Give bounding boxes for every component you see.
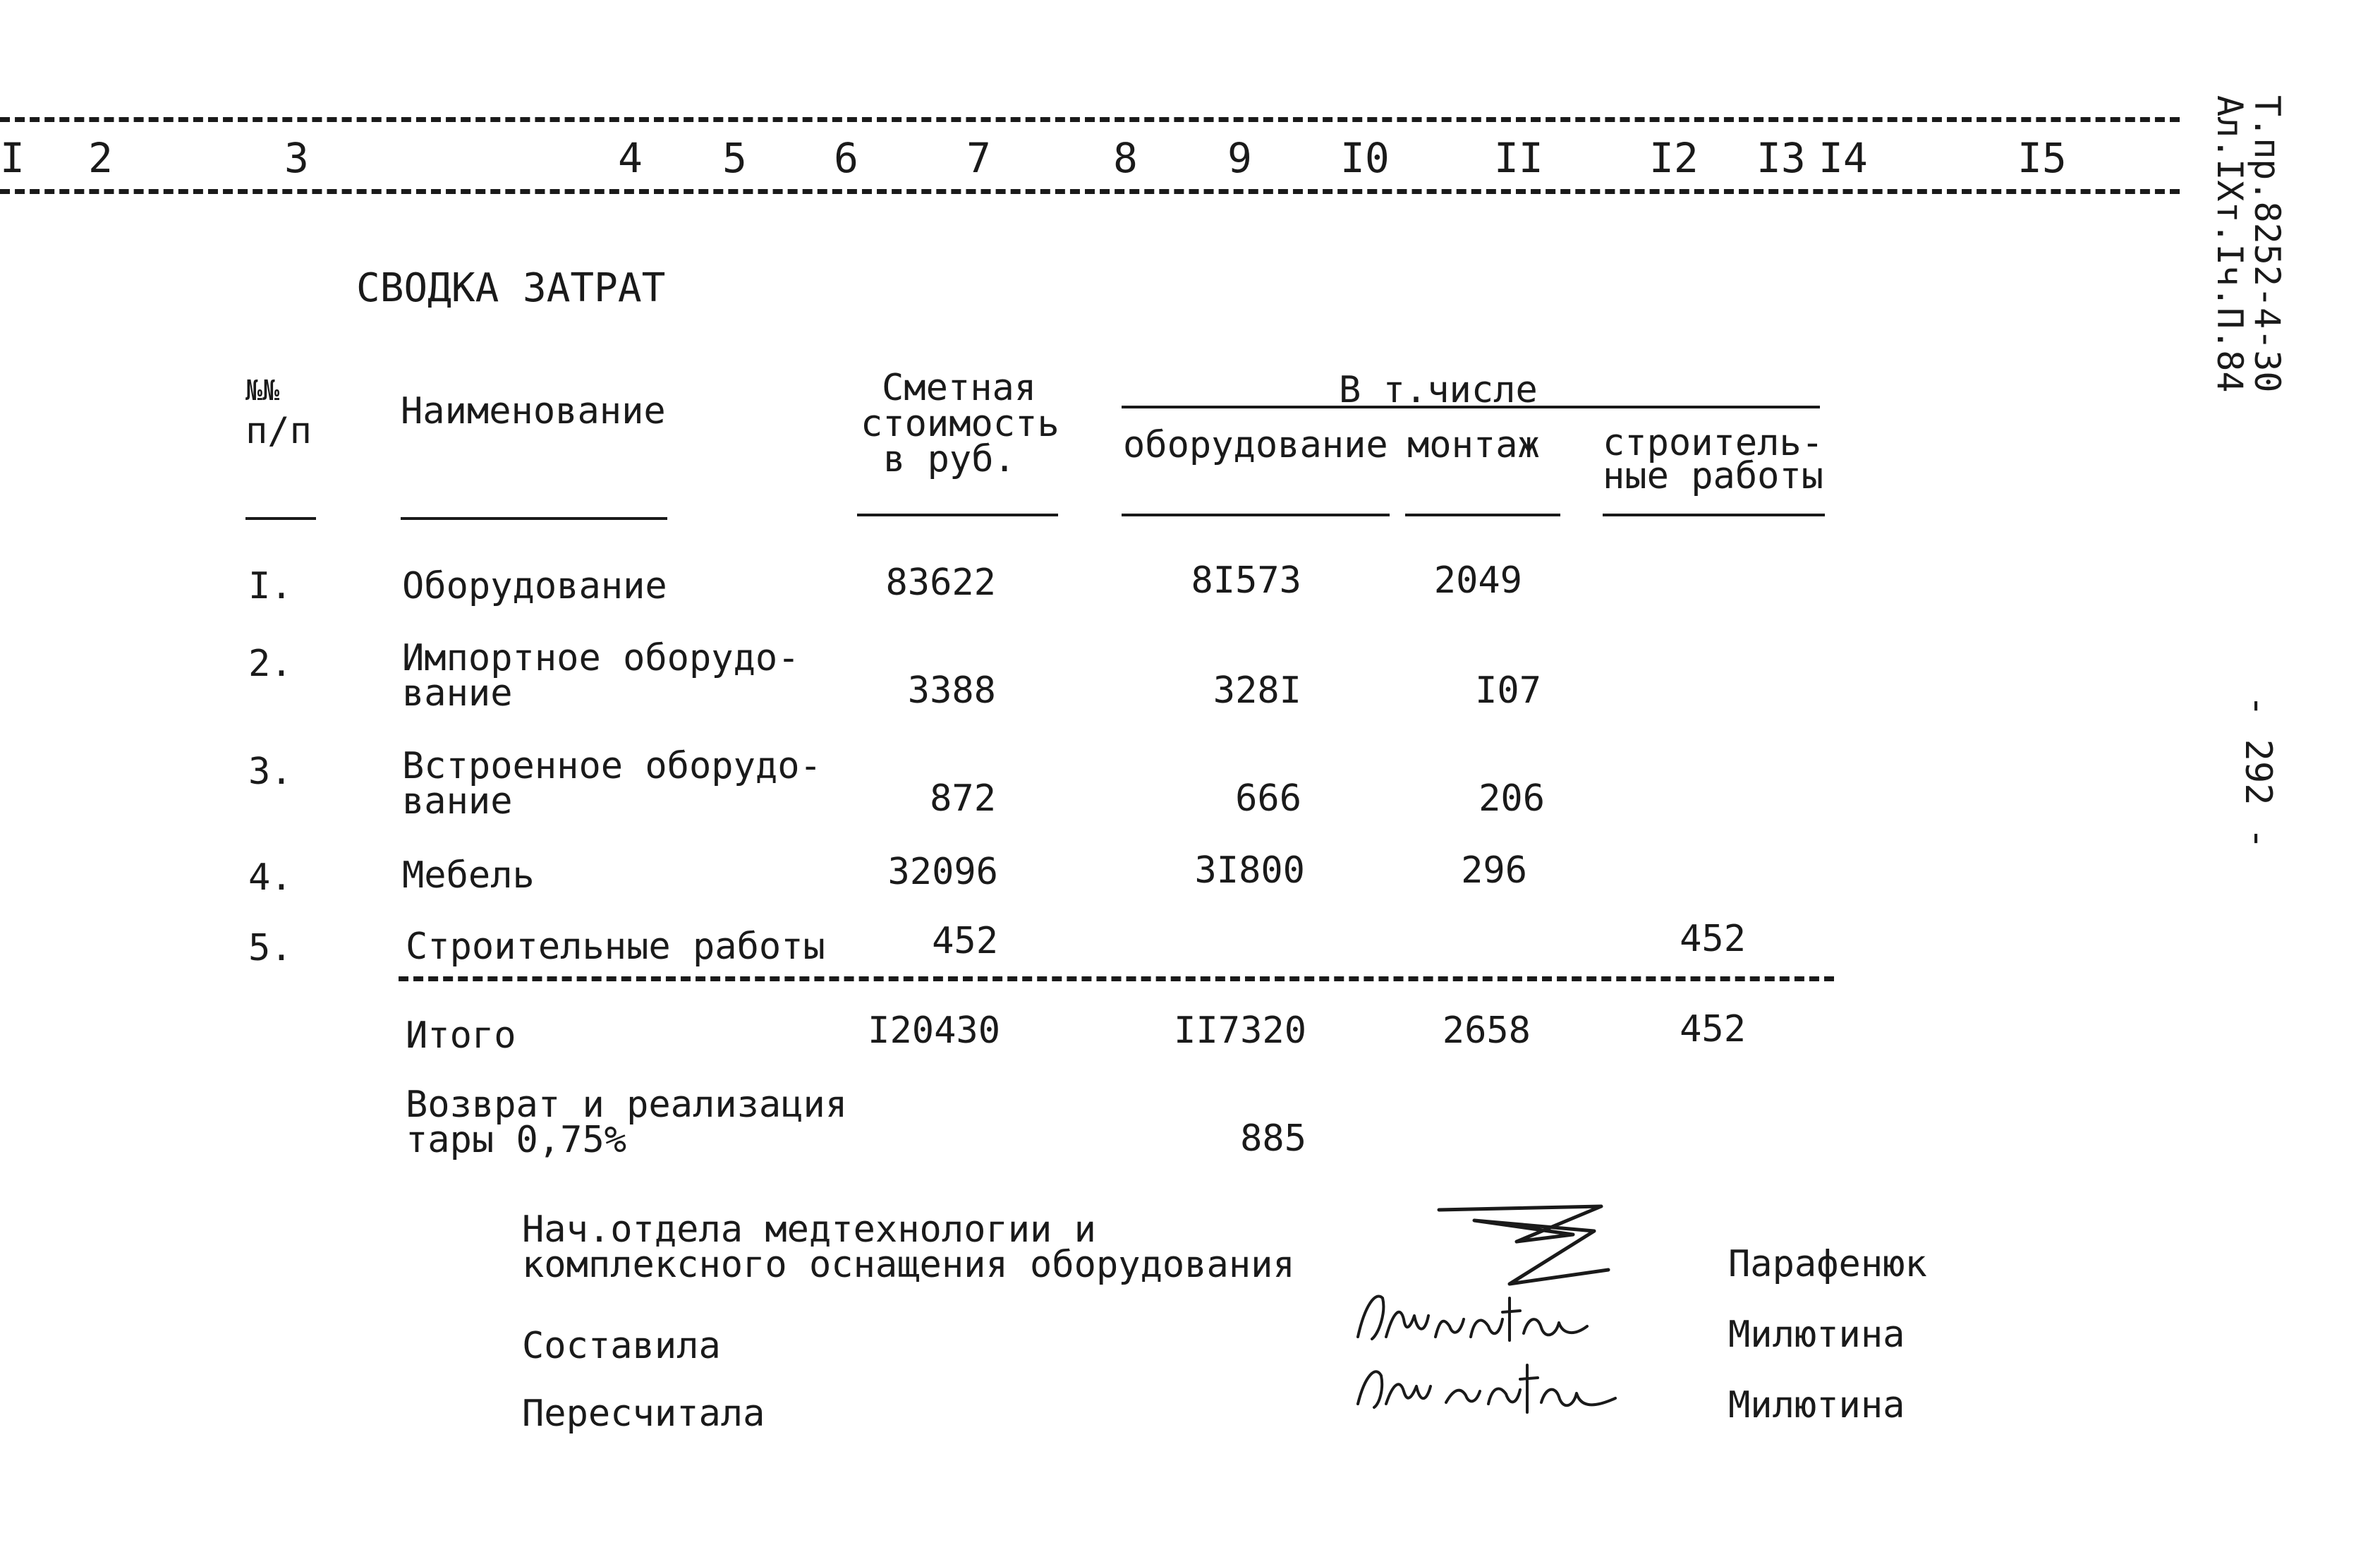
total-installation: 2658 [1442,1010,1531,1052]
row-num: 2. [248,643,293,685]
total-equipment: II7320 [1174,1010,1306,1052]
handwritten-signature-2 [1344,1277,1605,1354]
side-stamp-line2: Ал.IXт.Iч.П.84 [2209,95,2251,393]
return-equipment: 885 [1240,1117,1306,1160]
total-cost: I20430 [868,1010,1000,1052]
signature-role-line1: Нач.отдела медтехнологии и [522,1208,1096,1251]
total-separator-dashed-line [399,976,1834,981]
page-title: СВОДКА ЗАТРАТ [356,265,666,311]
signature-role: Пересчитала [522,1393,765,1435]
row-installation: 2049 [1433,559,1522,602]
column-number: 6 [834,134,858,182]
row-equipment: 328I [1213,669,1301,712]
header-cost-line1: Сметная [882,367,1037,409]
row-equipment: 666 [1235,777,1301,820]
column-number: I [0,134,25,182]
header-construction-line2: ные работы [1603,455,1824,497]
header-including-underline [1122,406,1820,408]
signature-name: Милютина [1728,1384,1905,1426]
header-construction-line1: строитель- [1603,422,1824,464]
column-number: 8 [1113,134,1138,182]
row-cost: 872 [930,777,996,820]
row-name-line1: Импортное оборудо- [402,637,800,679]
header-underline-equipment [1122,514,1390,516]
return-label-line1: Возврат и реализация [406,1084,848,1126]
column-number: 5 [722,134,747,182]
side-stamp-line1: Т.пр.8252-4-30 [2247,95,2288,393]
header-underline-construction [1603,514,1825,516]
row-num: 4. [248,856,293,899]
total-construction: 452 [1680,1008,1746,1050]
row-name-line1: Встроенное оборудо- [402,745,822,787]
signature-role: Составила [522,1325,721,1367]
return-label-line2: тары 0,75% [406,1119,627,1161]
header-including: В т.числе [1339,369,1538,411]
row-num: I. [248,565,293,607]
header-cost-line3: в руб. [883,438,1016,480]
column-number: I5 [2017,134,2067,182]
header-underline-installation [1405,514,1560,516]
signature-role-line2: комплексного оснащения оборудования [522,1244,1295,1286]
row-num: 5. [248,927,293,969]
signature-name: Парафенюк [1728,1243,1927,1285]
row-cost: 452 [932,920,998,962]
column-number: II [1494,134,1543,182]
header-underline-name [401,517,667,520]
header-installation: монтаж [1407,424,1540,466]
total-label: Итого [406,1014,516,1057]
handwritten-signature-1 [1432,1192,1615,1291]
handwritten-signature-3 [1347,1347,1629,1425]
row-equipment: 8I573 [1191,559,1301,602]
row-num: 3. [248,751,293,793]
header-top-dashed-line [0,117,2180,122]
row-cost: 3388 [907,669,996,712]
row-equipment: 3I800 [1194,849,1305,892]
header-name: Наименование [401,390,666,432]
column-number: I0 [1340,134,1390,182]
header-equipment: оборудование [1123,424,1388,466]
column-number: 4 [618,134,643,182]
row-name: Строительные работы [406,926,825,968]
column-number: 9 [1227,134,1252,182]
row-name-line2: вание [402,672,513,715]
column-number: I3 [1756,134,1806,182]
header-num-line2: п/п [245,410,312,452]
row-installation: I07 [1475,669,1541,712]
row-name: Мебель [402,854,535,897]
page-number: - 292 - [2237,695,2279,850]
header-cost-line2: стоимость [861,403,1060,445]
header-num-line1: №№ [245,375,280,407]
column-number: I4 [1819,134,1868,182]
header-underline-num [245,517,316,520]
side-stamp [2209,95,2288,393]
header-bottom-dashed-line [0,189,2180,194]
column-number: 2 [88,134,113,182]
row-construction: 452 [1680,918,1746,960]
row-name: Оборудование [402,565,667,607]
row-cost: 32096 [887,851,998,893]
column-number: I2 [1649,134,1699,182]
header-underline-cost [857,514,1058,516]
column-number: 7 [966,134,991,182]
row-installation: 296 [1461,849,1527,892]
column-number: 3 [284,134,309,182]
row-cost: 83622 [885,562,996,604]
row-name-line2: вание [402,780,513,823]
signature-name: Милютина [1728,1314,1905,1356]
row-installation: 206 [1479,777,1545,820]
